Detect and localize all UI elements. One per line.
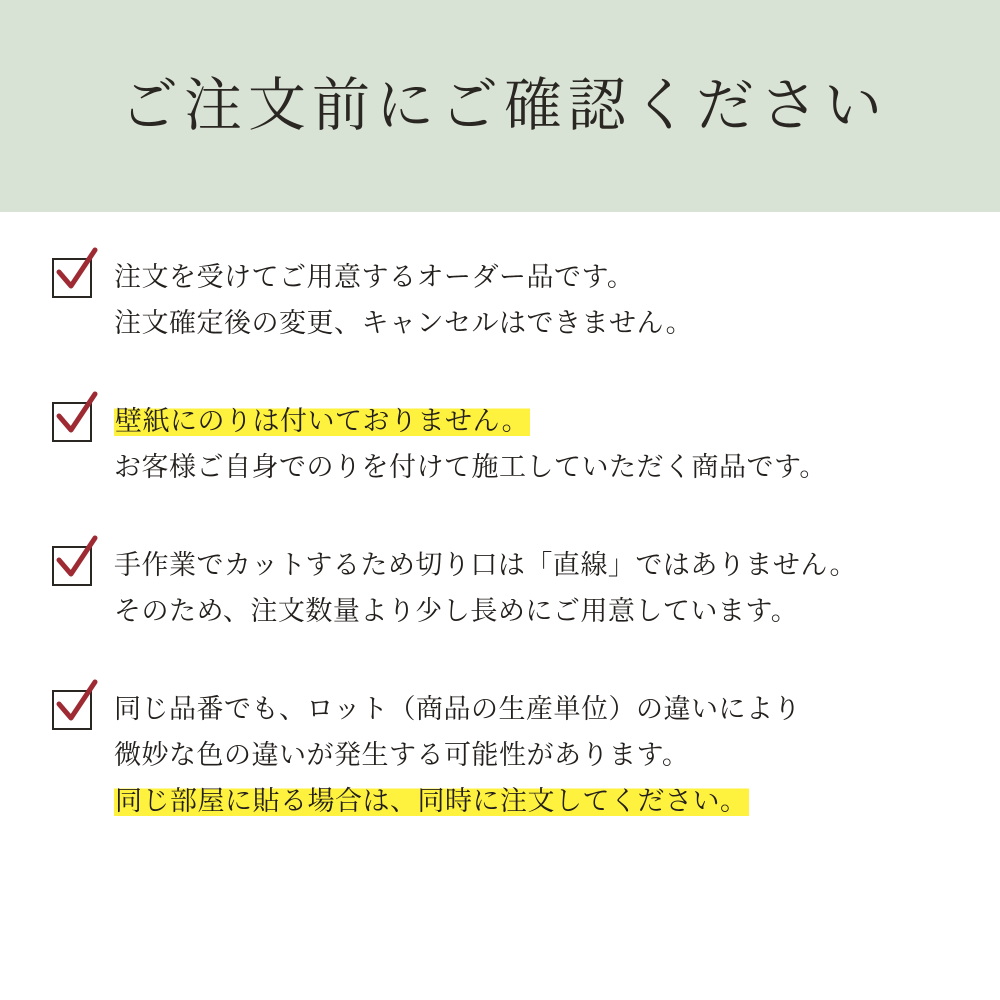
text-line: お客様ご自身でのりを付けて施工していただく商品です。 [114,452,827,482]
text-line: 手作業でカットするため切り口は「直線」ではありません。 [114,550,858,580]
checkbox-checked-icon [52,258,92,298]
text-line [114,398,940,444]
text-line: 同じ品番でも、ロット（商品の生産単位）の違いにより [114,694,801,724]
list-item-text [114,686,940,824]
list-item [52,542,940,634]
checkbox-checked-icon [52,690,92,730]
text-line [114,778,940,824]
checklist [0,212,1000,1000]
list-item [52,686,940,824]
page-title: ご注文前にご確認ください [119,73,888,138]
text-line: 微妙な色の違いが発生する可能性があります。 [114,740,690,770]
header-band [0,0,1000,212]
text-line: 注文を受けてご用意するオーダー品です。 [114,262,635,292]
list-item [52,254,940,346]
checkbox-checked-icon [52,402,92,442]
text-line: 注文確定後の変更、キャンセルはできません。 [114,308,694,338]
list-item [52,398,940,490]
list-item-text [114,542,940,634]
highlighted-text: 壁紙にのりは付いておりません。 [115,406,530,436]
list-item-text [114,398,940,490]
checkbox-checked-icon [52,546,92,586]
text-line: そのため、注文数量より少し長めにご用意しています。 [114,596,799,626]
highlighted-text: 同じ部屋に貼る場合は、同時に注文してください。 [115,786,748,816]
list-item-text [114,254,940,346]
